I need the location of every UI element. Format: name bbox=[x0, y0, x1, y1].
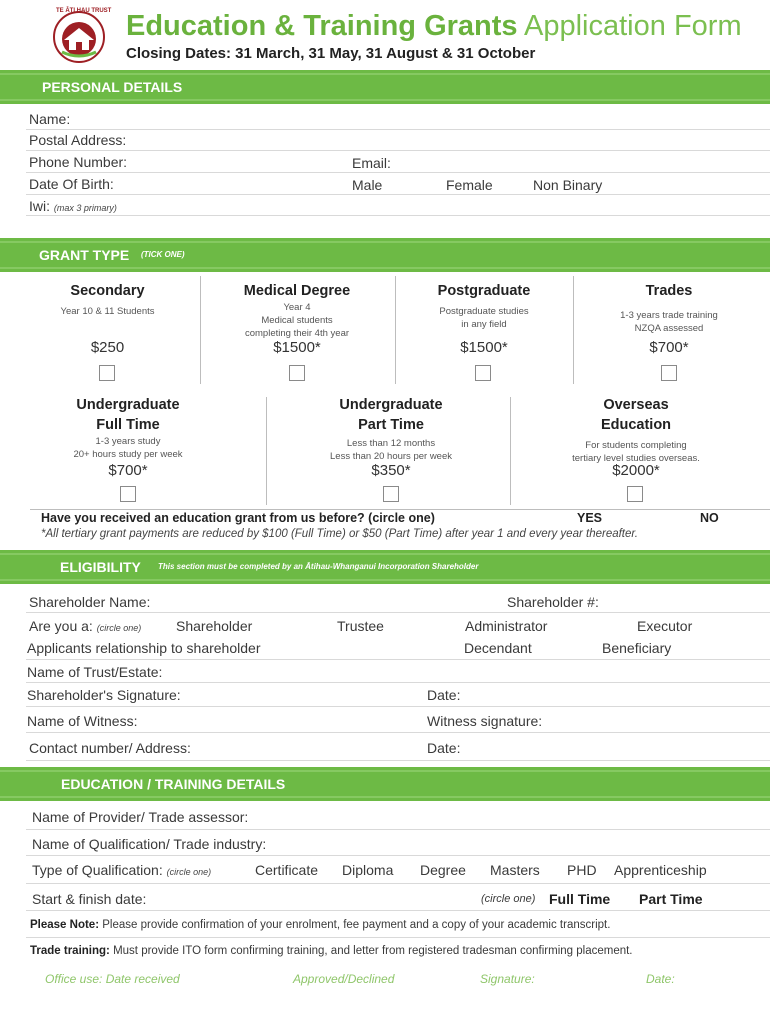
grid-divider bbox=[266, 397, 267, 505]
witness-field-line[interactable] bbox=[26, 732, 770, 733]
trade-text: Must provide ITO form confirming training, and letter from registered tradesman confirming placement. bbox=[113, 945, 633, 957]
title-light: Application Form bbox=[524, 10, 742, 42]
grant-desc: Year 10 & 11 Students bbox=[60, 306, 155, 317]
qualification-type-label bbox=[32, 862, 211, 878]
desc-line: 1-3 years trade training bbox=[620, 310, 718, 321]
phone-email-field-line[interactable] bbox=[26, 172, 770, 173]
grant-price: $250 bbox=[90, 339, 125, 356]
option-full-time[interactable]: Full Time bbox=[549, 891, 611, 907]
desc-line: completing their 4th year bbox=[244, 328, 350, 339]
education-heading: EDUCATION / TRAINING DETAILS bbox=[61, 776, 286, 792]
note-text: Please provide confirmation of your enrolment, fee payment and a copy of your academic transcript. bbox=[102, 919, 611, 931]
note-bold: Please Note: bbox=[30, 919, 100, 931]
iwi-field-line[interactable] bbox=[26, 215, 770, 216]
desc-line: in any field bbox=[461, 319, 507, 330]
witness-signature-label: Witness signature: bbox=[427, 713, 543, 729]
phone-label: Phone Number: bbox=[29, 154, 128, 170]
office-date: Date: bbox=[646, 972, 675, 986]
are-you-label bbox=[29, 618, 141, 634]
contact-date-label: Date: bbox=[427, 740, 461, 756]
desc-line: 1-3 years study bbox=[95, 436, 161, 447]
grant-footnote: *All tertiary grant payments are reduced by $100 (Full Time) or $50 (Part Time) after year 1 and every year thereafter. bbox=[41, 528, 638, 540]
grant-type-note: (TICK ONE) bbox=[141, 250, 185, 259]
contact-address-label: Contact number/ Address: bbox=[29, 740, 191, 756]
grid-divider bbox=[510, 397, 511, 505]
grant-desc bbox=[578, 309, 760, 335]
start-finish-label: Start & finish date: bbox=[32, 891, 147, 907]
eligibility-note: This section must be completed by an Ātihau-Whanganui Incorporation Shareholder bbox=[158, 562, 479, 571]
answer-no[interactable]: NO bbox=[700, 511, 719, 525]
provider-field-line[interactable] bbox=[26, 829, 770, 830]
relationship-field-line[interactable] bbox=[26, 659, 770, 660]
qualification-type-line bbox=[26, 883, 770, 884]
iwi-note: (max 3 primary) bbox=[53, 203, 117, 213]
grant-title: Postgraduate bbox=[437, 283, 531, 299]
grant-title: Undergraduate bbox=[339, 397, 443, 413]
option-beneficiary[interactable]: Beneficiary bbox=[602, 640, 672, 656]
desc-line: Year 4 bbox=[283, 302, 311, 313]
grant-overseas-checkbox[interactable] bbox=[627, 486, 643, 502]
grant-trades-checkbox[interactable] bbox=[661, 365, 677, 381]
title-bold: Education & Training Grants bbox=[126, 10, 518, 42]
grant-secondary-checkbox[interactable] bbox=[99, 365, 115, 381]
circle-one-note: (circle one) bbox=[96, 623, 142, 633]
grid-divider bbox=[573, 276, 574, 384]
contact-field-line[interactable] bbox=[26, 760, 770, 761]
option-trustee[interactable]: Trustee bbox=[337, 618, 384, 634]
trust-name-label: Name of Trust/Estate: bbox=[27, 664, 163, 680]
postal-field-line[interactable] bbox=[26, 150, 770, 151]
grid-divider bbox=[200, 276, 201, 384]
shareholder-field-line[interactable] bbox=[26, 612, 770, 613]
email-label: Email: bbox=[352, 155, 391, 171]
grant-title: Undergraduate bbox=[76, 397, 180, 413]
relationship-label: Applicants relationship to shareholder bbox=[27, 640, 261, 656]
divider bbox=[30, 509, 770, 510]
trust-logo bbox=[52, 8, 112, 64]
option-certificate[interactable]: Certificate bbox=[255, 862, 319, 878]
trust-field-line[interactable] bbox=[26, 682, 770, 683]
form-title bbox=[126, 10, 742, 43]
grant-title: Medical Degree bbox=[243, 283, 351, 299]
dob-label: Date Of Birth: bbox=[29, 176, 114, 192]
option-decendant[interactable]: Decendant bbox=[464, 640, 532, 656]
witness-name-label: Name of Witness: bbox=[27, 713, 138, 729]
option-executor[interactable]: Executor bbox=[637, 618, 693, 634]
education-banner bbox=[0, 767, 770, 801]
grant-undergrad-full-checkbox[interactable] bbox=[120, 486, 136, 502]
desc-line: Less than 20 hours per week bbox=[330, 451, 452, 462]
grant-price: $700* bbox=[649, 339, 689, 356]
desc-line: Postgraduate studies bbox=[439, 306, 529, 317]
desc-line: tertiary level studies overseas. bbox=[572, 453, 700, 464]
eligibility-heading: ELIGIBILITY bbox=[60, 559, 141, 575]
office-date-received: Office use: Date received bbox=[45, 972, 180, 986]
shareholder-signature-label: Shareholder's Signature: bbox=[27, 687, 181, 703]
desc-line: 20+ hours study per week bbox=[73, 449, 183, 460]
grant-price: $700* bbox=[108, 462, 148, 479]
gender-female[interactable]: Female bbox=[446, 177, 493, 193]
office-approved-declined: Approved/Declined bbox=[293, 972, 395, 986]
desc-line: For students completing bbox=[585, 440, 687, 451]
grant-type-banner bbox=[0, 238, 770, 272]
grant-desc bbox=[292, 437, 490, 463]
grant-price: $1500* bbox=[273, 339, 321, 356]
grant-title: Part Time bbox=[358, 417, 424, 433]
desc-line: Medical students bbox=[261, 315, 333, 326]
logo-text: TE ĀTI HAU TRUST bbox=[56, 8, 112, 14]
desc-line: NZQA assessed bbox=[634, 323, 704, 334]
option-apprenticeship[interactable]: Apprenticeship bbox=[614, 862, 707, 878]
iwi-label bbox=[29, 198, 117, 214]
trade-bold: Trade training: bbox=[30, 945, 110, 957]
grant-desc bbox=[207, 301, 387, 340]
qualification-name-label: Name of Qualification/ Trade industry: bbox=[32, 836, 267, 852]
dates-field-line[interactable] bbox=[26, 910, 770, 911]
iwi-text: Iwi: bbox=[29, 198, 50, 214]
office-signature: Signature: bbox=[480, 972, 535, 986]
desc-line: Less than 12 months bbox=[346, 438, 436, 449]
grant-price: $350* bbox=[371, 462, 411, 479]
grant-medical-checkbox[interactable] bbox=[289, 365, 305, 381]
grant-title: Education bbox=[600, 417, 672, 433]
circle-one-note: (circle one) bbox=[481, 893, 536, 905]
grant-desc bbox=[30, 435, 226, 461]
shareholder-number-label: Shareholder #: bbox=[507, 594, 599, 610]
grant-desc bbox=[398, 305, 570, 331]
grant-undergrad-part-checkbox[interactable] bbox=[383, 486, 399, 502]
grant-title: Secondary bbox=[70, 283, 145, 299]
circle-one-note: (circle one) bbox=[166, 867, 212, 877]
dob-field-line[interactable] bbox=[26, 194, 770, 195]
grant-postgraduate-checkbox[interactable] bbox=[475, 365, 491, 381]
grant-type-heading: GRANT TYPE bbox=[39, 247, 130, 263]
personal-details-heading: PERSONAL DETAILS bbox=[42, 79, 183, 95]
closing-dates: Closing Dates: 31 March, 31 May, 31 August & 31 October bbox=[126, 45, 536, 62]
answer-yes[interactable]: YES bbox=[577, 511, 603, 525]
grant-undergrad-full-time bbox=[30, 395, 226, 495]
option-masters[interactable]: Masters bbox=[490, 862, 540, 878]
qualification-type-text: Type of Qualification: bbox=[32, 862, 163, 878]
signature-date-label: Date: bbox=[427, 687, 461, 703]
previous-grant-question: Have you received an education grant from us before? (circle one) bbox=[41, 511, 435, 525]
qualification-field-line[interactable] bbox=[26, 855, 770, 856]
signature-field-line[interactable] bbox=[26, 706, 770, 707]
grant-overseas-education bbox=[536, 395, 736, 495]
option-shareholder[interactable]: Shareholder bbox=[176, 618, 253, 634]
postal-address-label: Postal Address: bbox=[29, 132, 127, 148]
personal-details-banner bbox=[0, 70, 770, 104]
option-phd[interactable]: PHD bbox=[567, 862, 597, 878]
grant-undergrad-part-time bbox=[292, 395, 490, 495]
grid-divider bbox=[395, 276, 396, 384]
grant-title: Full Time bbox=[96, 417, 160, 433]
gender-male[interactable]: Male bbox=[352, 177, 383, 193]
option-diploma[interactable]: Diploma bbox=[342, 862, 394, 878]
trade-training-note bbox=[30, 945, 633, 957]
option-administrator[interactable]: Administrator bbox=[465, 618, 548, 634]
grant-price: $1500* bbox=[460, 339, 508, 356]
grant-title: Overseas bbox=[603, 397, 669, 413]
gender-non-binary[interactable]: Non Binary bbox=[533, 177, 603, 193]
name-field-line[interactable] bbox=[26, 129, 770, 130]
divider bbox=[26, 937, 770, 938]
grant-title: Trades bbox=[645, 283, 693, 299]
option-degree[interactable]: Degree bbox=[420, 862, 466, 878]
name-label: Name: bbox=[29, 111, 71, 127]
shareholder-name-label: Shareholder Name: bbox=[29, 594, 151, 610]
grant-price: $2000* bbox=[612, 462, 660, 479]
provider-label: Name of Provider/ Trade assessor: bbox=[32, 809, 249, 825]
are-you-text: Are you a: bbox=[29, 618, 93, 634]
please-note bbox=[30, 919, 610, 931]
option-part-time[interactable]: Part Time bbox=[639, 891, 703, 907]
eligibility-banner bbox=[0, 550, 770, 584]
